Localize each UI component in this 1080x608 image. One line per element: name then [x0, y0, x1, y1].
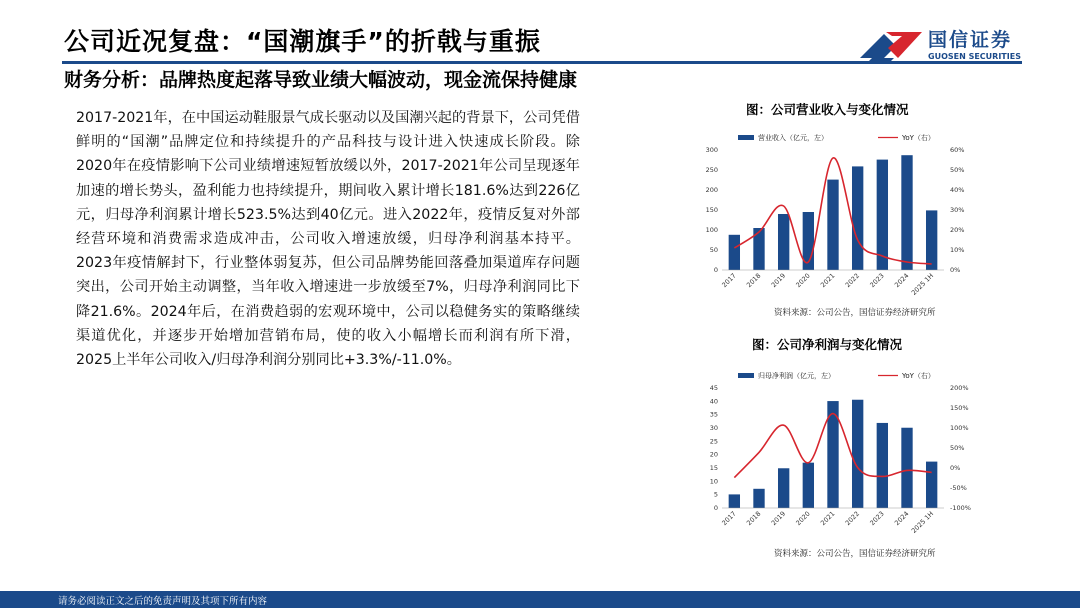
revenue-ytick-right: 50%	[950, 166, 965, 174]
profit-xtick: 2018	[745, 509, 763, 528]
revenue-legend-line-label: YoY（右）	[902, 134, 935, 142]
revenue-chart-title: 图：公司营业收入与变化情况	[746, 102, 909, 117]
revenue-ytick-right: 30%	[950, 206, 965, 214]
revenue-xtick: 2025 1H	[909, 271, 936, 297]
revenue-ytick-left: 50	[709, 246, 718, 254]
profit-ytick-left: 0	[713, 504, 718, 512]
revenue-bar	[827, 180, 838, 270]
revenue-chart-source: 资料来源：公司公告，国信证券经济研究所	[774, 308, 936, 318]
profit-ytick-left: 40	[709, 397, 718, 406]
profit-xtick: 2023	[868, 509, 886, 528]
footer-bar	[0, 591, 1080, 608]
page-title: 公司近况复盘：“国潮旗手”的折戟与重振	[64, 27, 541, 56]
logo-text-en: GUOSEN SECURITIES	[928, 52, 1021, 61]
revenue-ytick-right: 40%	[950, 186, 965, 194]
profit-bar	[926, 462, 937, 508]
guosen-logo	[858, 24, 1028, 68]
profit-chart	[700, 368, 990, 540]
profit-ytick-left: 20	[709, 450, 718, 459]
revenue-ytick-left: 200	[705, 186, 718, 194]
revenue-bar	[877, 160, 888, 270]
page-subtitle: 财务分析：品牌热度起落导致业绩大幅波动，现金流保持健康	[64, 69, 578, 91]
profit-ytick-right: 0%	[950, 464, 961, 472]
revenue-ytick-left: 150	[705, 206, 718, 214]
profit-ytick-left: 45	[709, 384, 718, 392]
revenue-ytick-right: 20%	[950, 226, 965, 234]
revenue-ytick-right: 0%	[950, 266, 961, 274]
logo-text-cn: 国信证券	[928, 29, 1013, 51]
profit-ytick-left: 10	[709, 477, 718, 486]
profit-ytick-right: 100%	[950, 424, 969, 432]
profit-xtick: 2025 1H	[909, 509, 936, 535]
revenue-ytick-left: 300	[705, 146, 718, 154]
revenue-legend-bar-swatch	[738, 135, 754, 140]
profit-ytick-left: 5	[713, 490, 718, 499]
revenue-ytick-right: 10%	[950, 246, 965, 254]
profit-xtick: 2020	[794, 509, 812, 528]
profit-xtick: 2021	[819, 509, 837, 528]
profit-ytick-right: 150%	[950, 404, 969, 412]
profit-xtick: 2022	[843, 509, 862, 528]
profit-ytick-left: 25	[709, 437, 718, 446]
revenue-bar	[926, 210, 937, 270]
profit-legend-bar-label: 归母净利润（亿元，左）	[758, 372, 835, 380]
profit-bar	[901, 428, 912, 508]
profit-xtick: 2017	[720, 509, 738, 528]
guosen-logo-icon	[858, 24, 924, 66]
revenue-xtick: 2019	[769, 271, 788, 290]
revenue-ytick-left: 100	[705, 226, 718, 234]
revenue-bar	[729, 235, 740, 270]
revenue-xtick: 2023	[868, 271, 886, 290]
profit-ytick-right: -50%	[950, 484, 967, 492]
profit-chart-title: 图：公司净利润与变化情况	[752, 337, 903, 352]
profit-ytick-left: 35	[709, 410, 718, 419]
profit-ytick-right: 200%	[950, 384, 969, 392]
profit-bar	[852, 400, 863, 508]
profit-ytick-left: 30	[709, 424, 718, 432]
revenue-ytick-right: 60%	[950, 146, 965, 154]
profit-chart-source: 资料来源：公司公告，国信证券经济研究所	[774, 549, 936, 559]
revenue-ytick-left: 0	[713, 266, 718, 274]
profit-bar	[778, 468, 789, 508]
revenue-xtick: 2020	[794, 271, 812, 290]
revenue-chart	[700, 130, 990, 300]
revenue-xtick: 2022	[843, 271, 862, 290]
profit-legend-line-label: YoY（右）	[902, 372, 935, 380]
revenue-bar	[901, 155, 912, 270]
profit-bar	[729, 494, 740, 508]
profit-xtick: 2024	[893, 509, 911, 528]
revenue-bar	[852, 166, 863, 270]
revenue-xtick: 2018	[745, 271, 763, 290]
profit-legend-bar-swatch	[738, 373, 754, 378]
revenue-xtick: 2021	[819, 271, 837, 290]
profit-ytick-right: -100%	[950, 504, 971, 512]
revenue-xtick: 2017	[720, 271, 738, 290]
profit-xtick: 2019	[769, 509, 788, 528]
revenue-xtick: 2024	[893, 271, 911, 290]
revenue-ytick-left: 250	[705, 166, 718, 174]
profit-ytick-left: 15	[709, 464, 718, 472]
footer-disclaimer: 请务必阅读正文之后的免责声明及其项下所有内容	[58, 596, 268, 607]
profit-bar	[803, 463, 814, 508]
profit-bar	[877, 423, 888, 508]
profit-bar	[753, 489, 764, 508]
profit-ytick-right: 50%	[950, 444, 965, 452]
revenue-bar	[778, 214, 789, 270]
analysis-paragraph: 2017-2021年，在中国运动鞋服景气成长驱动以及国潮兴起的背景下，公司凭借鲜明的“国潮”品牌定位和持续提升的产品科技与设计进入快速成长阶段。除2020年在疫情影响下公司业绩增速短暂放缓以外，2017-2021年公司呈现逐年加速的增长势头，盈利能力也持续提升，期间收入累计增长181.6%达到226亿元，归母净利润累计增长523.5%达到40亿元。进入2022年，疫情反复对外部经营环境和消费需求造成冲击，公司收入增速放缓，归母净利润基本持平。2023年疫情解封下，行业整体弱复苏，但公司品牌势能回落叠加渠道库存问题突出，公司开始主动调整，当年收入增速进一步放缓至7%，归母净利润同比下降21.6%。2024年后，在消费趋弱的宏观环境中，公司以稳健务实的策略继续渠道优化，并逐步开始增加营销布局，使的收入小幅增长而利润有所下滑，2025上半年公司收入/归母净利润分别同比+3.3%/-11.0%。	[76, 110, 580, 369]
revenue-legend-bar-label: 营业收入（亿元，左）	[758, 134, 828, 142]
